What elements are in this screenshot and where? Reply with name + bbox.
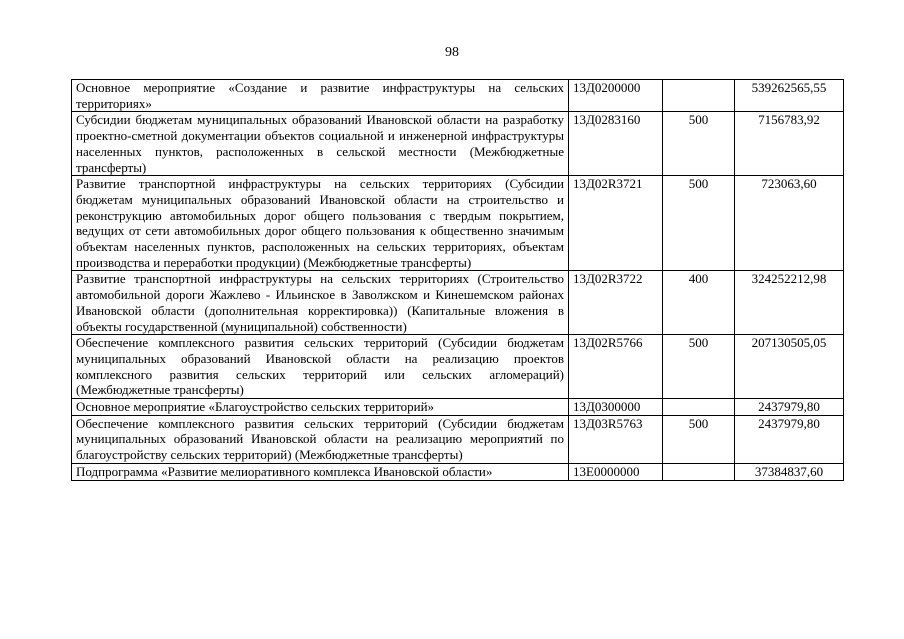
target-code-cell: 13Д02R3722 [569,271,663,335]
expense-type-cell: 500 [663,415,735,463]
target-code-cell: 13Д02R5766 [569,335,663,399]
table-row [72,415,844,463]
row-name-cell: Обеспечение комплексного развития сельских территорий (Субсидии бюджетам муниципальных образований Ивановской области на реализацию мероприятий по благоустройству сельских территорий) (Межбюджетные трансферты) [72,415,569,463]
table-row [72,335,844,399]
amount-cell: 37384837,60 [735,463,844,480]
expense-type-cell [663,463,735,480]
expense-type-cell: 500 [663,335,735,399]
row-name-cell: Развитие транспортной инфраструктуры на сельских территориях (Строительство автомобильной дороги Жажлево - Ильинское в Заволжском и Кинешемском районах Ивановской области (дополнительная корректировка)) (Капитальные вложения в объекты государственной (муниципальной) собственности) [72,271,569,335]
expense-type-cell: 500 [663,112,735,176]
row-name-cell: Развитие транспортной инфраструктуры на сельских территориях (Субсидии бюджетам муниципальных образований Ивановской области на строительство и реконструкцию автомобильных дорог общего пользования с твердым покрытием, ведущих от сети автомобильных дорог общего пользования к общественно значимым объектам населенных пунктов, расположенных на сельских территориях, объектам производства и переработки продукции) (Межбюджетные трансферты) [72,176,569,271]
table-row [72,399,844,416]
amount-cell: 7156783,92 [735,112,844,176]
expense-type-cell: 400 [663,271,735,335]
page-number: 98 [445,45,459,60]
target-code-cell: 13Д03R5763 [569,415,663,463]
target-code-cell: 13Д0283160 [569,112,663,176]
table-row [72,271,844,335]
row-name-cell: Основное мероприятие «Благоустройство сельских территорий» [72,399,569,416]
expense-type-cell [663,80,735,112]
table-row [72,112,844,176]
table-row [72,80,844,112]
target-code-cell: 13Д02R3721 [569,176,663,271]
row-name-cell: Обеспечение комплексного развития сельских территорий (Субсидии бюджетам муниципальных образований Ивановской области на реализацию проектов комплексного развития сельских территорий или сельских агломераций) (Межбюджетные трансферты) [72,335,569,399]
expense-type-cell [663,399,735,416]
row-name-cell: Подпрограмма «Развитие мелиоративного комплекса Ивановской области» [72,463,569,480]
amount-cell: 2437979,80 [735,399,844,416]
table-row [72,463,844,480]
row-name-cell: Основное мероприятие «Создание и развитие инфраструктуры на сельских территориях» [72,80,569,112]
target-code-cell: 13Д0300000 [569,399,663,416]
amount-cell: 2437979,80 [735,415,844,463]
amount-cell: 207130505,05 [735,335,844,399]
expense-type-cell: 500 [663,176,735,271]
amount-cell: 539262565,55 [735,80,844,112]
amount-cell: 723063,60 [735,176,844,271]
budget-table [71,79,844,481]
table-row [72,176,844,271]
amount-cell: 324252212,98 [735,271,844,335]
row-name-cell: Субсидии бюджетам муниципальных образований Ивановской области на разработку проектно-сметной документации объектов социальной и инженерной инфраструктуры населенных пунктов, расположенных в сельской местности (Межбюджетные трансферты) [72,112,569,176]
target-code-cell: 13Д0200000 [569,80,663,112]
target-code-cell: 13Е0000000 [569,463,663,480]
